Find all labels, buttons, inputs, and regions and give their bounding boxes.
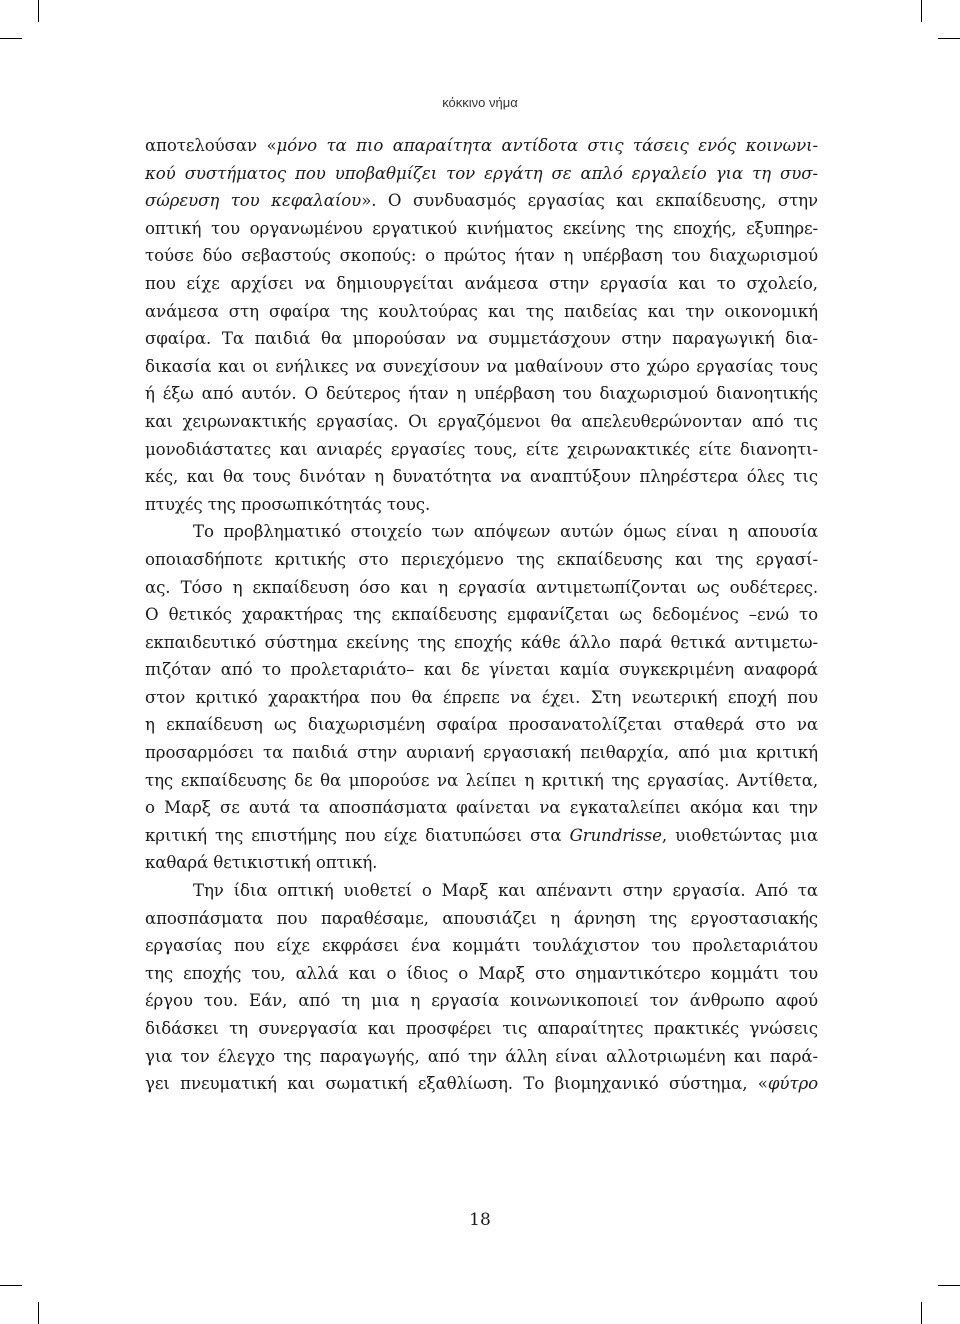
crop-mark [0,38,22,39]
text-segment: ο Μαρξ σε αυτά τα αποσπάσματα φαίνεται να εγκαταλείπει ακόμα και την [145,798,818,818]
text-line [145,739,818,767]
crop-mark [921,1302,922,1324]
text-segment: , υιοθετώντας μια [661,825,818,845]
text-segment: δικασία και οι ενήλικες να συνεχίσουν να μαθαίνουν στο χώρο εργασίας τους [145,356,818,376]
text-segment: ». Ο συνδυασμός εργασίας και εκπαίδευσης, στην [361,191,818,211]
text-line [145,932,818,960]
text-line [145,656,818,684]
text-line [145,1015,818,1043]
text-segment: ανάμεσα στη σφαίρα της κουλτούρας και της παιδείας και την οικονομική [145,301,818,321]
text-segment: οποιασδήποτε κριτικής στο περιεχόμενο της εκπαίδευσης και της εργασί- [145,549,818,569]
text-segment: διδάσκει τη συνεργασία και προσφέρει τις απαραίτητες πρακτικές γνώσεις [145,1019,818,1038]
text-line [145,546,818,574]
text-line [145,325,818,353]
text-segment: σφαίρα. Τα παιδιά θα μπορούσαν να συμμετάσχουν στην παραγωγική δια- [145,329,818,349]
crop-mark [38,0,39,22]
italic-text: φύτρο [767,1074,818,1094]
text-segment: Ο θετικός χαρακτήρας της εκπαίδευσης εμφανίζεται ως δεδομένος –ενώ το [145,605,818,625]
page-number: 18 [469,1210,491,1230]
text-segment: της εποχής του, αλλά και ο ίδιος ο Μαρξ στο σημαντικότερο κομμάτι του [145,963,818,983]
running-head: κόκκινο νήμα [442,95,518,110]
text-line [145,518,818,546]
text-line [145,629,818,657]
text-segment: αποτελούσαν « [145,136,277,155]
text-segment: γει πνευματική και σωματική εξαθλίωση. Το βιομηχανικό σύστημα, « [145,1074,768,1094]
text-line [145,822,818,850]
italic-text: Grundrisse [569,825,662,845]
text-line [145,491,818,519]
text-line [145,767,818,795]
text-line [145,987,818,1015]
text-line [145,215,818,243]
text-segment: στον κριτικό χαρακτήρα που θα έπρεπε να έχει. Στη νεωτερική εποχή που [145,687,818,707]
crop-mark [38,1302,39,1324]
text-segment: ή έξω από αυτόν. Ο δεύτερος ήταν η υπέρβαση του διαχωρισμού διανοητικής [145,384,818,404]
text-segment: τούσε δύο σεβαστούς σκοπούς: ο πρώτος ήταν η υπέρβαση του διαχωρισμού [145,246,818,266]
italic-text: μόνο τα πιο απαραίτητα αντίδοτα στις τάσεις ενός κοινωνι- [276,136,818,155]
text-line [145,436,818,464]
text-line [145,574,818,602]
text-segment: πιζόταν από το προλεταριάτο– και δε γίνεται καμία συγκεκριμένη αναφορά [145,660,818,680]
text-line [145,160,818,188]
text-line [145,463,818,491]
text-line [145,298,818,326]
text-segment: κριτική της επιστήμης που είχε διατυπώσει στα [145,825,570,845]
italic-text: σώρευση του κεφαλαίου [145,191,362,211]
text-segment: που είχε αρχίσει να δημιουργείται ανάμεσα στην εργασία και το σχολείο, [145,273,818,293]
crop-mark [938,38,960,39]
text-line [145,353,818,381]
text-segment: έργου του. Εάν, από τη μια η εργασία κοινωνικοποιεί τον άνθρωπο αφού [145,991,818,1011]
text-line [145,408,818,436]
text-line [145,601,818,629]
text-segment: μονοδιάστατες και ανιαρές εργασίες τους, είτε χειρωνακτικές είτε διανοητι- [145,439,818,459]
text-segment: προσαρμόσει τα παιδιά στην αυριανή εργασιακή πειθαρχία, από μια κριτική [145,743,818,763]
italic-text: κού συστήματος που υποβαθμίζει τον εργάτη σε απλό εργαλείο για τη συσ- [145,163,818,183]
text-line [145,242,818,270]
text-segment: Την ίδια οπτική υιοθετεί ο Μαρξ και απέναντι στην εργασία. Από τα [193,881,818,901]
text-line [145,849,818,877]
text-segment: καθαρά θετικιστική οπτική. [145,853,378,873]
text-segment: Το προβληματικό στοιχείο των απόψεων αυτών όμως είναι η απουσία [193,522,818,542]
crop-mark [921,0,922,22]
text-segment: πτυχές της προσωπικότητάς τους. [145,494,431,514]
text-segment: για τον έλεγχο της παραγωγής, από την άλλη είναι αλλοτριωμένη και παρά- [145,1046,818,1066]
text-segment: οπτική του οργανωμένου εργατικού κινήματος εκείνης της εποχής, εξυπηρε- [145,218,818,238]
text-segment: της εκπαίδευσης δε θα μπορούσε να λείπει η κριτική της εργασίας. Αντίθετα, [145,770,818,790]
crop-mark [0,1285,22,1286]
text-line [145,132,818,160]
text-line [145,794,818,822]
text-segment: εκπαιδευτικό σύστημα εκείνης της εποχής κάθε άλλο παρά θετικά αντιμετω- [145,632,818,652]
body-text [145,132,818,1098]
text-line [145,270,818,298]
text-segment: εργασίας που είχε εκφράσει ένα κομμάτι τουλάχιστον του προλεταριάτου [145,936,818,956]
text-line [145,684,818,712]
text-segment: κές, και θα τους δινόταν η δυνατότητα να αναπτύξουν πληρέστερα όλες τις [145,467,818,487]
text-segment: αποσπάσματα που παραθέσαμε, απουσιάζει η άρνηση της εργοστασιακής [145,908,818,928]
text-segment: η εκπαίδευση ως διαχωρισμένη σφαίρα προσανατολίζεται σταθερά στο να [145,715,818,735]
text-segment: ας. Τόσο η εκπαίδευση όσο και η εργασία αντιμετωπίζονται ως ουδέτερες. [145,577,818,597]
text-line [145,877,818,905]
crop-mark [938,1285,960,1286]
text-line [145,1070,818,1098]
text-line [145,1043,818,1071]
text-line [145,380,818,408]
text-line [145,711,818,739]
text-line [145,187,818,215]
text-line [145,905,818,933]
text-segment: και χειρωνακτικής εργασίας. Οι εργαζόμενοι θα απελευθερώνονταν από τις [145,411,818,431]
text-line [145,960,818,988]
